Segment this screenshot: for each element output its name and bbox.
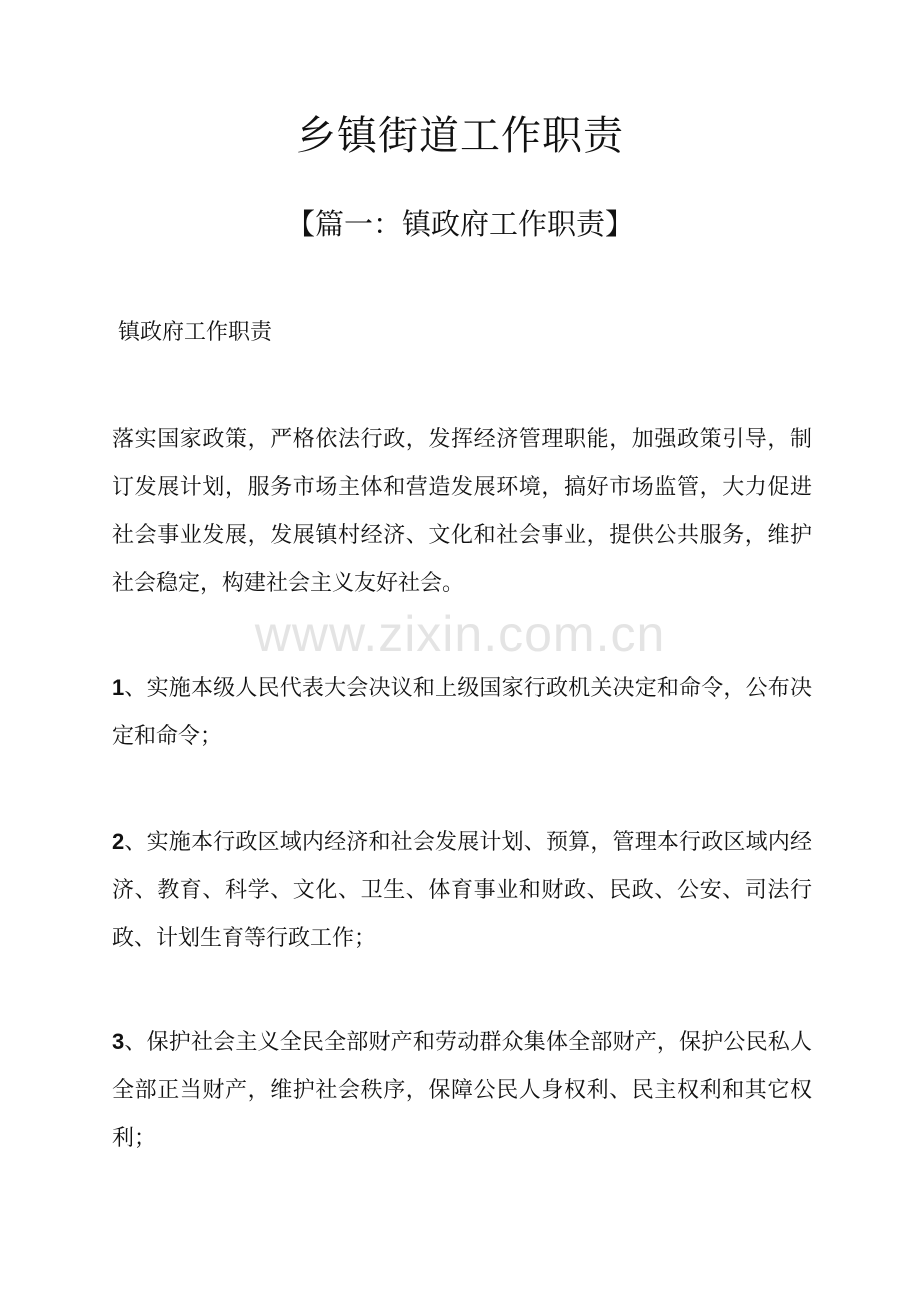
duty-item-text: 、实施本行政区域内经济和社会发展计划、预算，管理本行政区域内经济、教育、科学、文化、卫生、体育事业和财政、民政、公安、司法行政、计划生育等行政工作； [112, 830, 812, 951]
duty-item-3 [112, 1018, 812, 1163]
duty-item-number: 3 [112, 1029, 125, 1054]
duty-item-1 [112, 664, 812, 761]
duty-item-text: 、实施本级人民代表大会决议和上级国家行政机关决定和命令，公布决定和命令； [112, 676, 812, 749]
section-heading: 镇政府工作职责 [118, 320, 273, 345]
watermark-text: www.zixin.com.cn [254, 606, 666, 662]
duty-item-number: 2 [112, 829, 125, 854]
duty-item-2 [112, 818, 812, 963]
duty-item-number: 1 [112, 675, 125, 700]
document-title: 乡镇街道工作职责 [296, 113, 624, 159]
document-subtitle: 【篇一：镇政府工作职责】 [285, 207, 634, 241]
duty-item-text: 、保护社会主义全民全部财产和劳动群众集体全部财产，保护公民私人全部正当财产，维护社会秩序，保障公民人身权利、民主权利和其它权利； [112, 1030, 812, 1151]
intro-paragraph: 落实国家政策，严格依法行政，发挥经济管理职能，加强政策引导，制订发展计划，服务市场主体和营造发展环境，搞好市场监管，大力促进社会事业发展，发展镇村经济、文化和社会事业，提供公共服务，维护社会稳定，构建社会主义友好社会。 [112, 427, 812, 596]
